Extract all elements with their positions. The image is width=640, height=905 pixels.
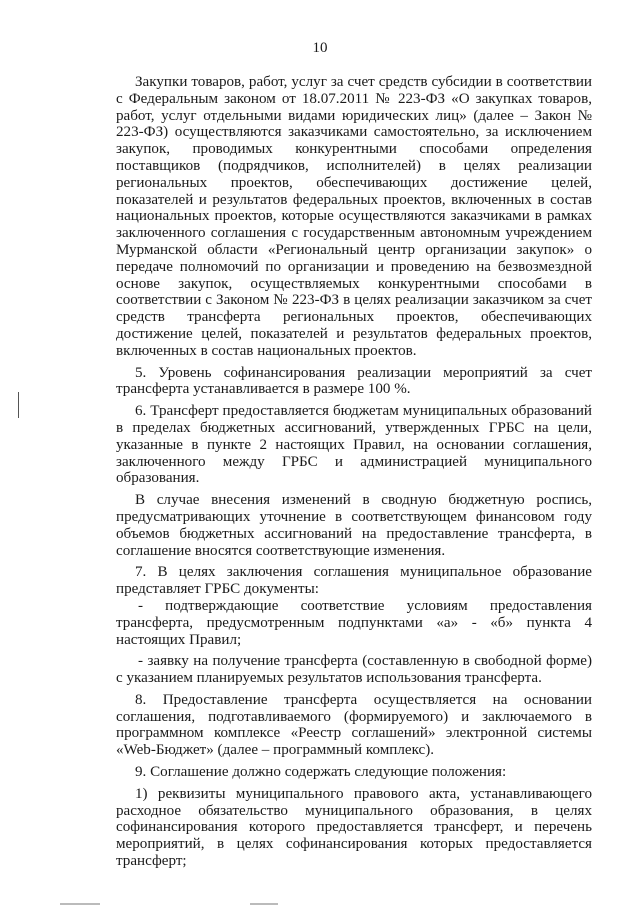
scan-margin-mark <box>18 392 19 418</box>
paragraph-6-changes: В случае внесения изменений в сводную бюджетную роспись, предусматривающих уточнение в соответствующем финансовом году объемов бюджетных ассигнований на предоставление трансферта, в соглашение вносятся соответствующие изменения. <box>116 492 592 559</box>
page-number: 10 <box>312 40 328 56</box>
paragraph-procurement: Закупки товаров, работ, услуг за счет средств субсидии в соответствии с Федеральным законом от 18.07.2011 № 223-ФЗ «О закупках товаров, работ, услуг отдельными видами юридических лиц» (далее – Закон № 223-ФЗ) осуществляются заказчиками самостоятельно, за исключением закупок, проводимых конкурентными способами определения поставщиков (подрядчиков, исполнителей) в целях реализации региональных проектов, обеспечивающих достижение целей, показателей и результатов федеральных проектов, включенных в состав национальных проектов, которые осуществляются заказчиками в рамках заключенного соглашения с государственным автономным учреждением Мурманской области «Региональный центр организации закупок» о передаче полномочий по организации и проведению на безвозмездной основе закупок, осуществляемых конкурентными способами в соответствии с Законом № 223-ФЗ в целях реализации заказчиком за счет средств трансферта региональных проектов, обеспечивающих достижение целей, показателей и результатов федеральных проектов, включенных в состав национальных проектов. <box>116 74 592 359</box>
paragraph-8-agreement: 8. Предоставление трансферта осуществляется на основании соглашения, подготавливаемого (формируемого) и заключаемого в программном комплексе «Реестр соглашений» электронной системы «Web-Бюджет» (далее – программный комплекс). <box>116 691 592 759</box>
list-item-application: - заявку на получение трансферта (составленную в свободной форме) с указанием планируемых результатов использования трансферта. <box>116 653 592 687</box>
paragraph-7-documents: 7. В целях заключения соглашения муниципальное образование представляет ГРБС документы: <box>116 564 592 598</box>
paragraph-5-cofinancing: 5. Уровень софинансирования реализации мероприятий за счет трансферта устанавливается в размере 100 %. <box>116 364 592 398</box>
paragraph-6-transfer: 6. Трансферт предоставляется бюджетам муниципальных образований в пределах бюджетных ассигнований, утвержденных ГРБС на цели, указанные в пункте 2 настоящих Правил, на основании соглашения, заключенного между ГРБС и администрацией муниципального образования. <box>116 403 592 487</box>
list-item-compliance: - подтверждающие соответствие условиям предоставления трансферта, предусмотренным подпунктами «а» - «б» пункта 4 настоящих Правил; <box>116 597 592 648</box>
document-body <box>116 74 592 870</box>
paragraph-9-provisions: 9. Соглашение должно содержать следующие положения: <box>135 764 507 781</box>
paragraph-9-item-1: 1) реквизиты муниципального правового акта, устанавливающего расходное обязательство муниципального образования, в целях софинансирования которого предоставляется трансферт, и перечень мероприятий, в целях софинансирования которых предоставляется трансферт; <box>116 785 592 870</box>
